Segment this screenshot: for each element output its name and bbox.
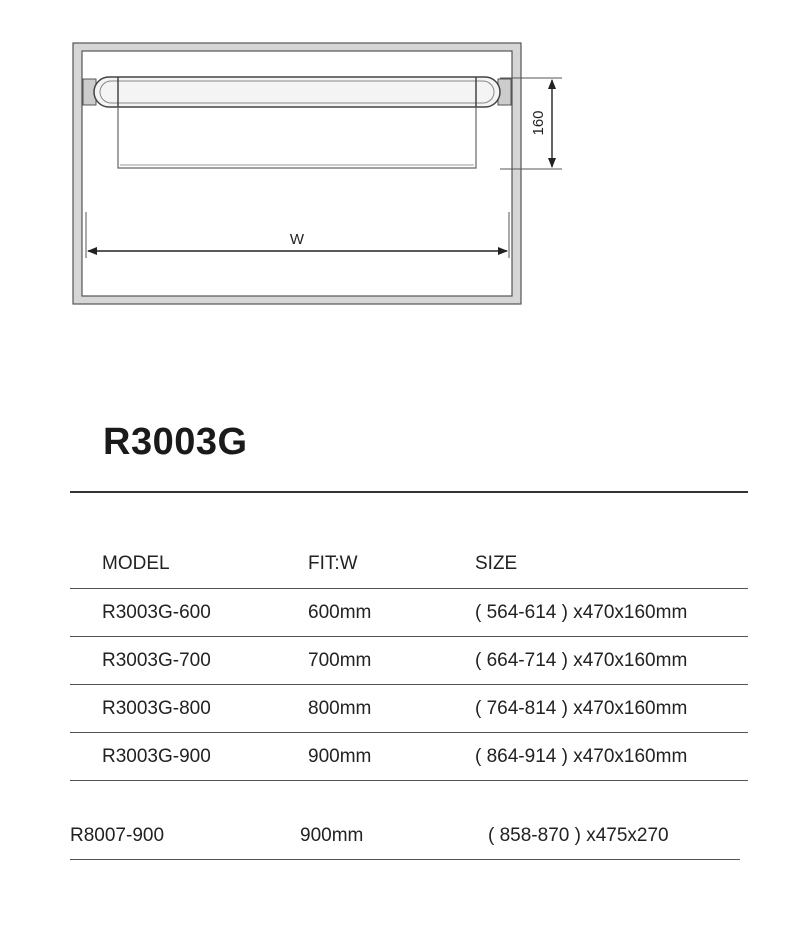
table-header-row [70, 540, 748, 589]
header-fit: FIT:W [308, 553, 358, 574]
hanging-rail [83, 77, 511, 107]
cell-fit: 700mm [308, 649, 372, 671]
table-row [70, 812, 740, 860]
cell-size: ( 564-614 ) x470x160mm [475, 601, 688, 623]
table-row [70, 685, 748, 733]
width-label: W [289, 231, 305, 248]
cell-fit: 800mm [308, 697, 372, 719]
cell-model: R8007-900 [70, 824, 165, 846]
cell-size: ( 858-870 ) x475x270 [488, 824, 669, 846]
table-row [70, 637, 748, 685]
cell-model: R3003G-800 [102, 697, 211, 719]
cell-model: R3003G-600 [102, 601, 211, 623]
header-model: MODEL [102, 553, 170, 574]
product-title: R3003G [103, 421, 248, 463]
extra-spec-table [70, 812, 740, 860]
cell-model: R3003G-900 [102, 745, 211, 767]
cell-size: ( 864-914 ) x470x160mm [475, 745, 688, 767]
cell-fit: 900mm [308, 745, 372, 767]
cell-fit: 600mm [308, 601, 372, 623]
cell-size: ( 764-814 ) x470x160mm [475, 697, 688, 719]
technical-drawing [0, 0, 790, 330]
table-row [70, 589, 748, 637]
cell-model: R3003G-700 [102, 649, 211, 671]
height-label: 160 [530, 110, 547, 136]
spec-table [70, 540, 748, 781]
table-row [70, 733, 748, 781]
title-divider [70, 491, 748, 493]
cell-fit: 900mm [300, 824, 364, 846]
cell-size: ( 664-714 ) x470x160mm [475, 649, 688, 671]
header-size: SIZE [475, 553, 518, 574]
